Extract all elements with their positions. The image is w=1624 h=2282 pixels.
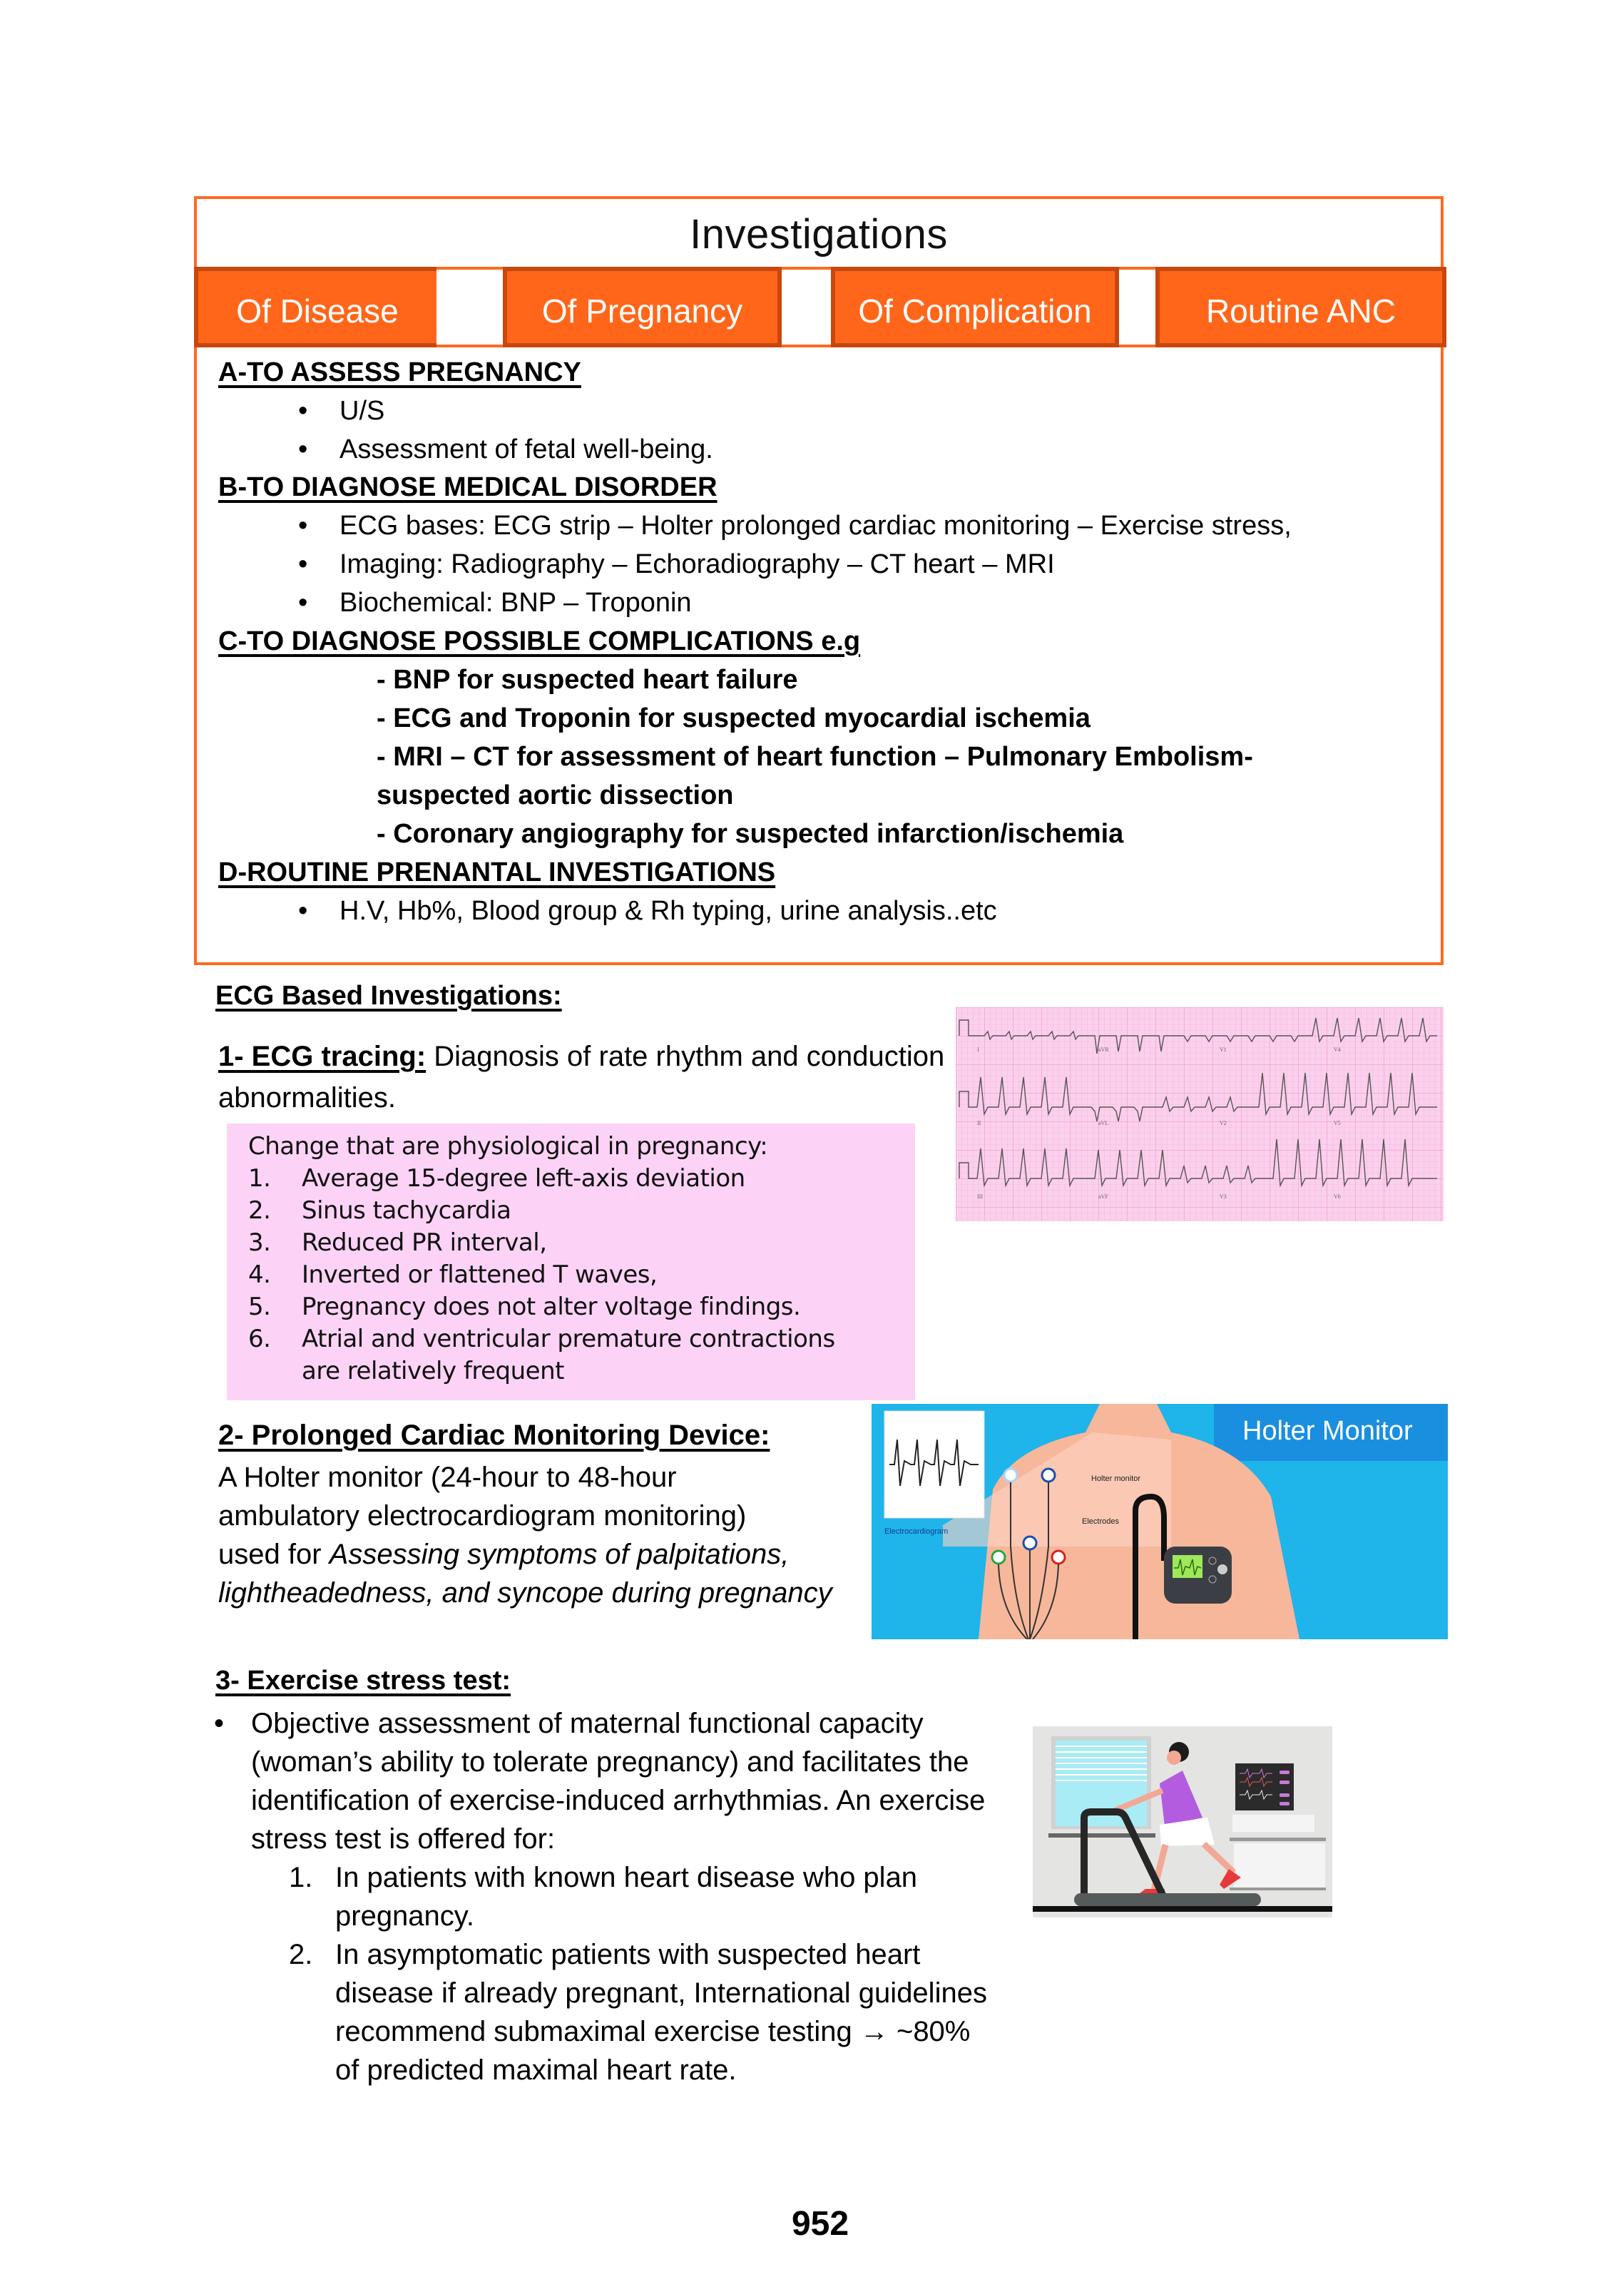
sub-item-number: 1. [289,1862,313,1893]
svg-text:V6: V6 [1334,1193,1341,1200]
svg-text:aVL: aVL [1098,1120,1109,1126]
list-item: 6. [248,1325,271,1353]
list-item-text: Sinus tachycardia [302,1196,511,1225]
section-b-bullet: • Imaging: Radiography – Echoradiography – CT heart – MRI [298,549,1055,579]
tab-of-disease[interactable]: Of Disease [194,267,436,347]
holter-text-line: lightheadedness, and syncope during pregnancy [218,1577,832,1609]
section-c-item: - ECG and Troponin for suspected myocardial ischemia [377,703,1091,733]
svg-text:V2: V2 [1220,1120,1227,1126]
list-item: 5. [248,1293,271,1321]
section-c-item: - MRI – CT for assessment of heart function – Pulmonary Embolism- [377,742,1253,772]
holter-section-heading: 2- Prolonged Cardiac Monitoring Device: [218,1420,770,1451]
physiological-box-title: Change that are physiological in pregnancy: [248,1132,768,1161]
bullet-icon: • [298,549,308,579]
tab-gap [782,267,831,347]
ecg-tracing-paragraph: 1- ECG tracing: Diagnosis of rate rhythm and conduction [218,1041,945,1072]
svg-text:aVF: aVF [1098,1193,1108,1200]
physiological-changes-box [227,1124,915,1400]
section-b-bullet: • ECG bases: ECG strip – Holter prolonged cardiac monitoring – Exercise stress, [298,511,1292,541]
sub-item-line: pregnancy. [335,1900,474,1932]
tab-gap [436,267,503,347]
ecg-tracing-image [956,1007,1444,1221]
ecg-tracing-continuation: abnormalities. [218,1082,397,1114]
section-d-bullet: • H.V, Hb%, Blood group & Rh typing, urine analysis..etc [298,896,997,926]
holter-text-line: used for Assessing symptoms of palpitations, [218,1539,790,1570]
investigations-title: Investigations [690,211,948,258]
list-item-text: Reduced PR interval, [302,1228,547,1257]
svg-text:II: II [977,1120,981,1126]
holter-text-line: A Holter monitor (24-hour to 48-hour [218,1462,677,1493]
list-item: 3. [248,1228,271,1257]
exercise-stress-test-image [1033,1726,1332,1917]
bullet-icon: • [298,588,308,618]
sub-item-line: In asymptomatic patients with suspected heart [335,1939,921,1970]
svg-text:V1: V1 [1220,1046,1227,1053]
bullet-icon: • [298,396,308,426]
exercise-section-heading: 3- Exercise stress test: [215,1666,511,1696]
tab-of-pregnancy[interactable]: Of Pregnancy [503,267,782,347]
holter-illustration-icon [872,1404,1448,1639]
section-c-item: - Coronary angiography for suspected infarction/ischemia [377,819,1124,849]
section-c-item: suspected aortic dissection [377,780,734,810]
holter-monitor-image [872,1404,1448,1639]
investigations-box [194,196,1444,965]
sub-item-line: In patients with known heart disease who plan [335,1862,918,1893]
exercise-text-line: (woman’s ability to tolerate pregnancy) and facilitates the [251,1746,969,1778]
ecg-grid-icon [956,1007,1444,1221]
list-item: 1. [248,1164,271,1193]
svg-text:aVR: aVR [1098,1046,1109,1053]
list-item-text: Average 15-degree left-axis deviation [302,1164,745,1193]
tab-of-complication[interactable]: Of Complication [831,267,1119,347]
page-number: 952 [791,2205,849,2243]
svg-text:Holter Monitor: Holter Monitor [1242,1416,1413,1446]
list-item-text: are relatively frequent [302,1357,564,1385]
svg-text:Holter monitor: Holter monitor [1091,1474,1141,1483]
list-item-text: Atrial and ventricular premature contractions [302,1325,835,1353]
treadmill-illustration-icon [1033,1726,1332,1917]
list-item-text: Inverted or flattened T waves, [302,1260,658,1289]
bullet-icon: • [298,511,308,541]
svg-text:Electrodes: Electrodes [1082,1517,1119,1526]
section-c-heading: C-TO DIAGNOSE POSSIBLE COMPLICATIONS e.g [218,626,861,656]
sub-item-line: recommend submaximal exercise testing → ~80% [335,2016,971,2047]
tab-routine-anc[interactable]: Routine ANC [1155,267,1446,347]
bullet-icon: • [214,1708,225,1739]
exercise-text-line: stress test is offered for: [251,1823,556,1855]
section-b-bullet: • Biochemical: BNP – Troponin [298,588,692,618]
exercise-text-line: identification of exercise-induced arrhythmias. An exercise [251,1785,986,1816]
sub-item-line: disease if already pregnant, International guidelines [335,1977,987,2009]
list-item: 4. [248,1260,271,1289]
holter-text-line: ambulatory electrocardiogram monitoring) [218,1500,747,1532]
section-c-item: - BNP for suspected heart failure [377,665,798,695]
exercise-text-line: Objective assessment of maternal functional capacity [251,1708,924,1739]
tab-gap [1119,267,1155,347]
section-a-heading: A-TO ASSESS PREGNANCY [218,357,581,387]
svg-text:III: III [977,1193,983,1200]
list-item: 2. [248,1196,271,1225]
section-a-bullet: • U/S [298,396,385,426]
sub-item-number: 2. [289,1939,313,1970]
list-item-text: Pregnancy does not alter voltage findings. [302,1293,801,1321]
svg-text:Electrocardiogram: Electrocardiogram [884,1527,949,1536]
bullet-icon: • [298,434,308,464]
section-d-heading: D-ROUTINE PRENANTAL INVESTIGATIONS [218,857,776,887]
svg-text:V5: V5 [1334,1120,1341,1126]
bullet-icon: • [298,896,308,926]
section-b-heading: B-TO DIAGNOSE MEDICAL DISORDER [218,472,717,502]
svg-text:V3: V3 [1220,1193,1227,1200]
ecg-section-heading: ECG Based Investigations: [215,981,562,1011]
svg-text:I: I [977,1046,979,1053]
ecg-tracing-label: 1- ECG tracing: [218,1041,427,1072]
sub-item-line: of predicted maximal heart rate. [335,2054,737,2086]
section-a-bullet: • Assessment of fetal well-being. [298,434,713,464]
svg-text:V4: V4 [1334,1046,1341,1053]
